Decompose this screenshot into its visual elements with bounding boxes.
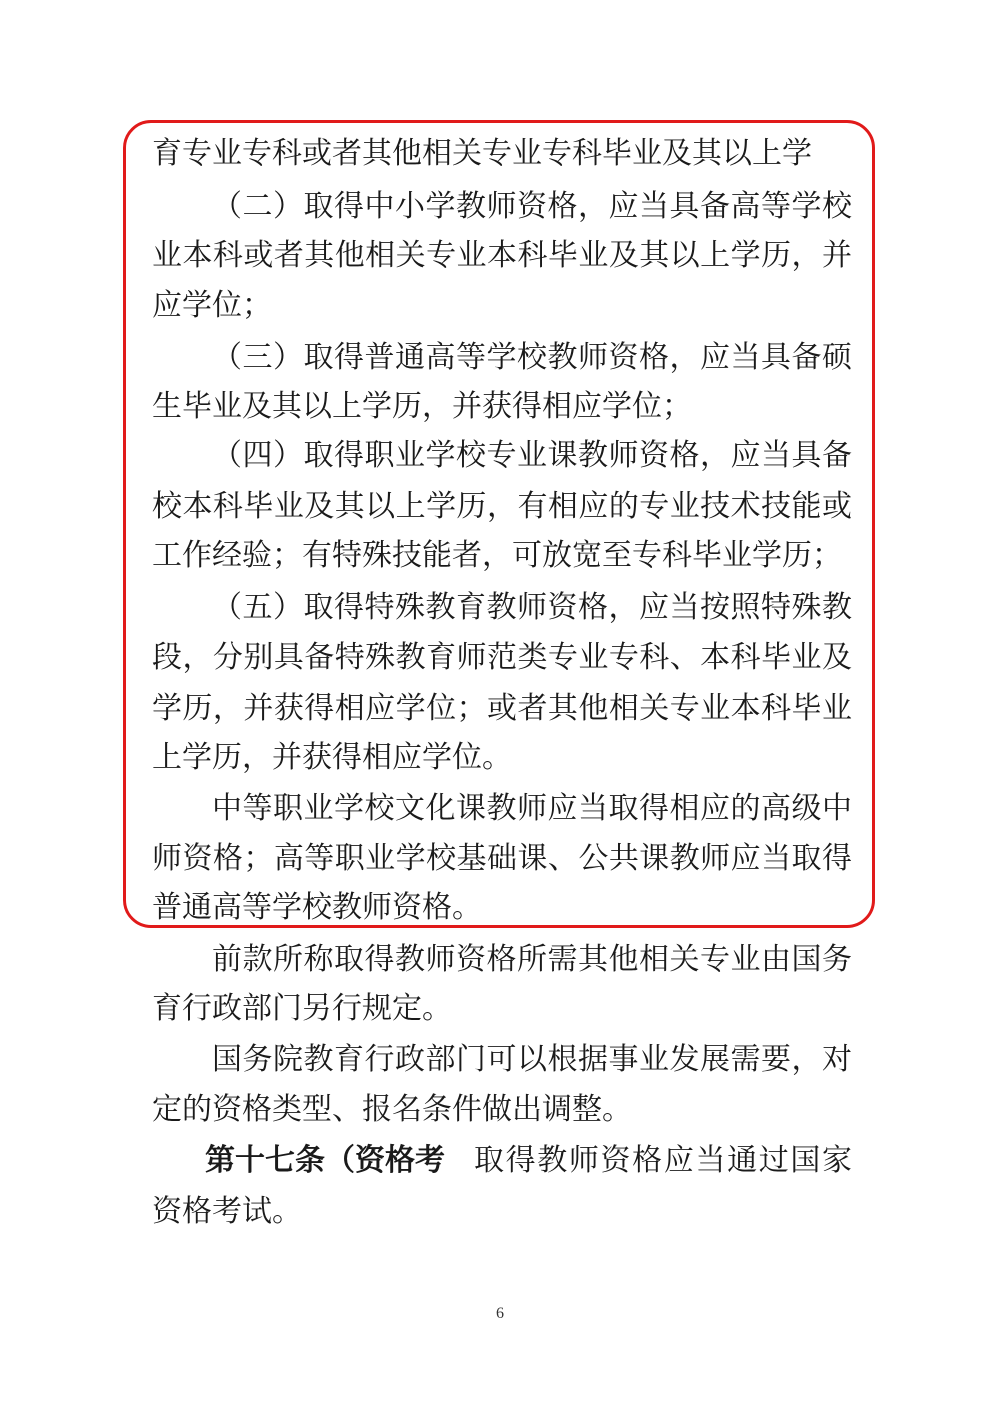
text-line-content: 校本科毕业及其以上学历，有相应的专业技术技能或	[152, 489, 852, 524]
text-line	[0, 381, 1000, 433]
text-line-content: （四）取得职业学校专业课教师资格，应当具备	[212, 438, 852, 473]
text-line-content: 应学位；	[152, 288, 272, 323]
page-number: 6	[496, 1305, 504, 1322]
text-line-content: （五）取得特殊教育教师资格，应当按照特殊教	[212, 590, 852, 625]
text-line	[0, 882, 1000, 934]
article-text: 取得教师资格应当通过国家	[474, 1143, 852, 1178]
text-line	[0, 582, 1000, 634]
text-line	[0, 481, 1000, 533]
text-line-content: 资格考试。	[152, 1194, 302, 1229]
text-line	[0, 833, 1000, 885]
text-line	[0, 181, 1000, 233]
text-line	[0, 1034, 1000, 1086]
text-line	[0, 1186, 1000, 1238]
text-line-content: 师资格；高等职业学校基础课、公共课教师应当取得	[152, 841, 852, 876]
text-line	[0, 632, 1000, 684]
text-line	[0, 1084, 1000, 1136]
text-line-content: 定的资格类型、报名条件做出调整。	[152, 1092, 632, 1127]
text-line	[0, 683, 1000, 735]
text-line-content: 国务院教育行政部门可以根据事业发展需要，对	[212, 1042, 852, 1077]
text-line	[0, 230, 1000, 282]
text-line-content: （二）取得中小学教师资格，应当具备高等学校	[212, 189, 852, 224]
text-line-content: 育行政部门另行规定。	[152, 991, 452, 1026]
text-line-content: 生毕业及其以上学历，并获得相应学位；	[152, 389, 692, 424]
text-line-content: （三）取得普通高等学校教师资格，应当具备硕	[212, 340, 852, 375]
text-line	[0, 430, 1000, 482]
article-heading: 第十七条（资格考	[205, 1143, 445, 1178]
text-line	[0, 128, 1000, 180]
article-heading-line	[0, 1135, 1000, 1187]
text-line-content: 上学历，并获得相应学位。	[152, 740, 512, 775]
text-line	[0, 983, 1000, 1035]
text-line	[0, 530, 1000, 582]
text-line-content: 普通高等学校教师资格。	[152, 890, 482, 925]
text-line	[0, 332, 1000, 384]
text-line-content: 业本科或者其他相关专业本科毕业及其以上学历，并	[152, 238, 852, 273]
text-line-content: 工作经验；有特殊技能者，可放宽至专科毕业学历；	[152, 538, 842, 573]
text-line-content: 学历，并获得相应学位；或者其他相关专业本科毕业	[152, 691, 852, 726]
text-line-content: 段，分别具备特殊教育师范类专业专科、本科毕业及	[152, 640, 852, 675]
text-line	[0, 934, 1000, 986]
text-line	[0, 280, 1000, 332]
text-line	[0, 783, 1000, 835]
text-line-content: 中等职业学校文化课教师应当取得相应的高级中	[212, 791, 852, 826]
text-line-content: 前款所称取得教师资格所需其他相关专业由国务	[212, 942, 852, 977]
text-line-content: 育专业专科或者其他相关专业专科毕业及其以上学	[152, 136, 812, 171]
text-line	[0, 732, 1000, 784]
